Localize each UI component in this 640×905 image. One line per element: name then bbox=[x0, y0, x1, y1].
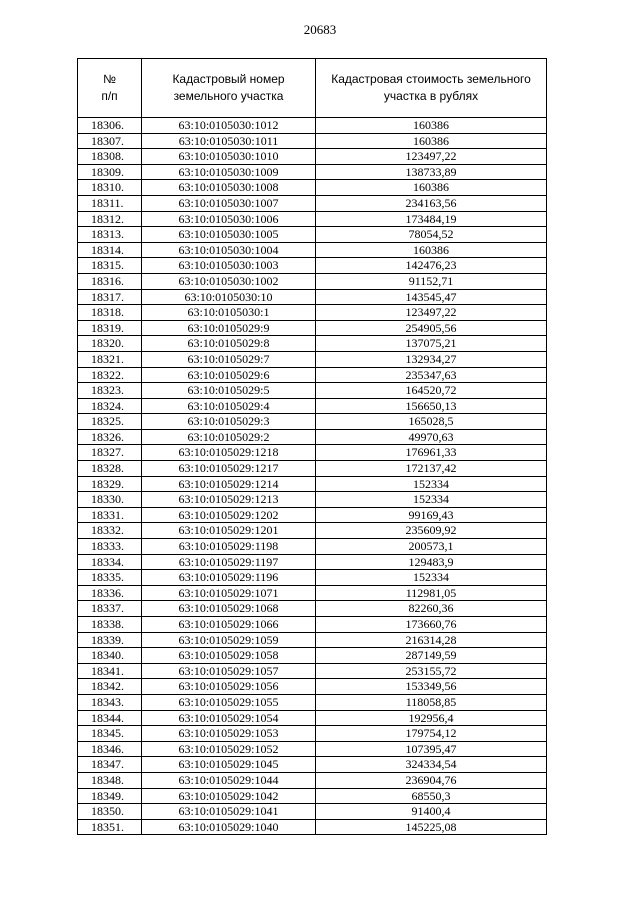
table-row bbox=[78, 648, 547, 664]
cadastral-value: 137075,21 bbox=[316, 336, 547, 352]
row-number: 18328. bbox=[78, 461, 142, 477]
table-row bbox=[78, 694, 547, 710]
row-number: 18339. bbox=[78, 632, 142, 648]
cadastral-number: 63:10:0105030:1011 bbox=[142, 133, 316, 149]
cadastral-number: 63:10:0105029:1054 bbox=[142, 710, 316, 726]
row-number: 18319. bbox=[78, 320, 142, 336]
header-number-label: № п/п bbox=[101, 72, 118, 103]
cadastral-value: 153349,56 bbox=[316, 679, 547, 695]
cadastral-number: 63:10:0105030:1009 bbox=[142, 164, 316, 180]
cadastral-value: 143545,47 bbox=[316, 289, 547, 305]
row-number: 18308. bbox=[78, 149, 142, 165]
cadastral-number: 63:10:0105029:1052 bbox=[142, 741, 316, 757]
cadastral-number: 63:10:0105029:5 bbox=[142, 383, 316, 399]
cadastral-value: 235609,92 bbox=[316, 523, 547, 539]
cadastral-number: 63:10:0105029:6 bbox=[142, 367, 316, 383]
table-row bbox=[78, 351, 547, 367]
row-number: 18343. bbox=[78, 694, 142, 710]
cadastral-number: 63:10:0105029:1042 bbox=[142, 788, 316, 804]
cadastral-value: 176961,33 bbox=[316, 445, 547, 461]
cadastral-number: 63:10:0105029:1196 bbox=[142, 570, 316, 586]
cadastral-value: 123497,22 bbox=[316, 149, 547, 165]
table-row bbox=[78, 539, 547, 555]
table-header-row bbox=[78, 59, 547, 118]
header-cadastral-value-label: Кадастровая стоимость земельного участка в рублях bbox=[331, 72, 531, 103]
cadastral-value: 172137,42 bbox=[316, 461, 547, 477]
cadastral-number: 63:10:0105029:1041 bbox=[142, 804, 316, 820]
cadastral-value: 142476,23 bbox=[316, 258, 547, 274]
table-row bbox=[78, 133, 547, 149]
cadastral-value: 192956,4 bbox=[316, 710, 547, 726]
row-number: 18317. bbox=[78, 289, 142, 305]
cadastral-number: 63:10:0105029:1066 bbox=[142, 617, 316, 633]
cadastral-number: 63:10:0105030:1002 bbox=[142, 273, 316, 289]
table-row bbox=[78, 398, 547, 414]
table-row bbox=[78, 211, 547, 227]
cadastral-number: 63:10:0105029:1059 bbox=[142, 632, 316, 648]
cadastral-number: 63:10:0105030:1005 bbox=[142, 227, 316, 243]
table-row bbox=[78, 663, 547, 679]
cadastral-value: 254905,56 bbox=[316, 320, 547, 336]
row-number: 18314. bbox=[78, 242, 142, 258]
cadastral-number: 63:10:0105029:1058 bbox=[142, 648, 316, 664]
table-row bbox=[78, 320, 547, 336]
cadastral-number: 63:10:0105030:1010 bbox=[142, 149, 316, 165]
table-row bbox=[78, 757, 547, 773]
cadastral-number: 63:10:0105029:1213 bbox=[142, 492, 316, 508]
table-row bbox=[78, 632, 547, 648]
cadastral-number: 63:10:0105029:1056 bbox=[142, 679, 316, 695]
table-row bbox=[78, 476, 547, 492]
header-number bbox=[78, 59, 142, 118]
row-number: 18326. bbox=[78, 429, 142, 445]
cadastral-number: 63:10:0105029:1068 bbox=[142, 601, 316, 617]
cadastral-number: 63:10:0105029:1217 bbox=[142, 461, 316, 477]
table-row bbox=[78, 570, 547, 586]
cadastral-value: 78054,52 bbox=[316, 227, 547, 243]
row-number: 18306. bbox=[78, 118, 142, 134]
cadastral-number: 63:10:0105029:1071 bbox=[142, 585, 316, 601]
header-cadastral-number-label: Кадастровый номер земельного участка bbox=[172, 72, 285, 103]
row-number: 18337. bbox=[78, 601, 142, 617]
cadastral-value: 91400,4 bbox=[316, 804, 547, 820]
row-number: 18334. bbox=[78, 554, 142, 570]
table-row bbox=[78, 741, 547, 757]
row-number: 18329. bbox=[78, 476, 142, 492]
cadastral-number: 63:10:0105029:1057 bbox=[142, 663, 316, 679]
cadastral-value: 49970,63 bbox=[316, 429, 547, 445]
row-number: 18310. bbox=[78, 180, 142, 196]
cadastral-value: 152334 bbox=[316, 570, 547, 586]
row-number: 18342. bbox=[78, 679, 142, 695]
row-number: 18324. bbox=[78, 398, 142, 414]
table-row bbox=[78, 585, 547, 601]
row-number: 18335. bbox=[78, 570, 142, 586]
row-number: 18351. bbox=[78, 819, 142, 835]
table-row bbox=[78, 601, 547, 617]
table-row bbox=[78, 429, 547, 445]
cadastral-value: 235347,63 bbox=[316, 367, 547, 383]
page-number: 20683 bbox=[303, 22, 337, 37]
cadastral-number: 63:10:0105030:1 bbox=[142, 305, 316, 321]
row-number: 18323. bbox=[78, 383, 142, 399]
cadastral-number: 63:10:0105029:1218 bbox=[142, 445, 316, 461]
cadastral-value: 160386 bbox=[316, 242, 547, 258]
cadastral-value: 118058,85 bbox=[316, 694, 547, 710]
row-number: 18327. bbox=[78, 445, 142, 461]
cadastral-value: 68550,3 bbox=[316, 788, 547, 804]
cadastral-value: 152334 bbox=[316, 476, 547, 492]
row-number: 18313. bbox=[78, 227, 142, 243]
header-cadastral-value bbox=[316, 59, 547, 118]
cadastral-value: 145225,08 bbox=[316, 819, 547, 835]
row-number: 18345. bbox=[78, 726, 142, 742]
table-row bbox=[78, 523, 547, 539]
cadastral-value: 99169,43 bbox=[316, 507, 547, 523]
table-row bbox=[78, 383, 547, 399]
table-row bbox=[78, 336, 547, 352]
row-number: 18346. bbox=[78, 741, 142, 757]
cadastral-value: 165028,5 bbox=[316, 414, 547, 430]
row-number: 18331. bbox=[78, 507, 142, 523]
row-number: 18311. bbox=[78, 195, 142, 211]
cadastral-value: 234163,56 bbox=[316, 195, 547, 211]
cadastral-number: 63:10:0105029:1055 bbox=[142, 694, 316, 710]
row-number: 18344. bbox=[78, 710, 142, 726]
cadastral-value: 216314,28 bbox=[316, 632, 547, 648]
cadastral-value: 123497,22 bbox=[316, 305, 547, 321]
table-row bbox=[78, 242, 547, 258]
row-number: 18312. bbox=[78, 211, 142, 227]
cadastral-number: 63:10:0105029:1201 bbox=[142, 523, 316, 539]
table-row bbox=[78, 772, 547, 788]
row-number: 18325. bbox=[78, 414, 142, 430]
table-row bbox=[78, 819, 547, 835]
table-row bbox=[78, 554, 547, 570]
cadastral-value: 160386 bbox=[316, 180, 547, 196]
cadastral-value: 112981,05 bbox=[316, 585, 547, 601]
row-number: 18322. bbox=[78, 367, 142, 383]
row-number: 18307. bbox=[78, 133, 142, 149]
row-number: 18336. bbox=[78, 585, 142, 601]
table-row bbox=[78, 492, 547, 508]
cadastral-number: 63:10:0105030:10 bbox=[142, 289, 316, 305]
row-number: 18348. bbox=[78, 772, 142, 788]
cadastral-number: 63:10:0105030:1003 bbox=[142, 258, 316, 274]
table-row bbox=[78, 149, 547, 165]
cadastral-number: 63:10:0105029:7 bbox=[142, 351, 316, 367]
row-number: 18341. bbox=[78, 663, 142, 679]
cadastral-number: 63:10:0105029:1040 bbox=[142, 819, 316, 835]
cadastral-number: 63:10:0105029:3 bbox=[142, 414, 316, 430]
row-number: 18316. bbox=[78, 273, 142, 289]
table-row bbox=[78, 461, 547, 477]
cadastral-number: 63:10:0105029:1202 bbox=[142, 507, 316, 523]
table-row bbox=[78, 710, 547, 726]
row-number: 18340. bbox=[78, 648, 142, 664]
table-row bbox=[78, 726, 547, 742]
cadastral-number: 63:10:0105029:2 bbox=[142, 429, 316, 445]
row-number: 18320. bbox=[78, 336, 142, 352]
row-number: 18321. bbox=[78, 351, 142, 367]
table-row bbox=[78, 414, 547, 430]
cadastral-value: 82260,36 bbox=[316, 601, 547, 617]
table-row bbox=[78, 305, 547, 321]
cadastral-number: 63:10:0105029:1214 bbox=[142, 476, 316, 492]
table-row bbox=[78, 273, 547, 289]
cadastral-value: 160386 bbox=[316, 133, 547, 149]
row-number: 18350. bbox=[78, 804, 142, 820]
cadastral-value: 179754,12 bbox=[316, 726, 547, 742]
table-row bbox=[78, 507, 547, 523]
cadastral-number: 63:10:0105030:1012 bbox=[142, 118, 316, 134]
table-row bbox=[78, 164, 547, 180]
row-number: 18315. bbox=[78, 258, 142, 274]
cadastral-number: 63:10:0105029:1053 bbox=[142, 726, 316, 742]
table-row bbox=[78, 804, 547, 820]
table-row bbox=[78, 227, 547, 243]
cadastral-number: 63:10:0105029:9 bbox=[142, 320, 316, 336]
cadastral-number: 63:10:0105030:1008 bbox=[142, 180, 316, 196]
cadastral-value: 253155,72 bbox=[316, 663, 547, 679]
cadastral-number: 63:10:0105029:4 bbox=[142, 398, 316, 414]
cadastral-number: 63:10:0105029:1044 bbox=[142, 772, 316, 788]
row-number: 18309. bbox=[78, 164, 142, 180]
cadastral-number: 63:10:0105029:1198 bbox=[142, 539, 316, 555]
cadastral-value: 173660,76 bbox=[316, 617, 547, 633]
cadastral-table bbox=[77, 58, 547, 835]
row-number: 18332. bbox=[78, 523, 142, 539]
cadastral-value: 129483,9 bbox=[316, 554, 547, 570]
cadastral-value: 236904,76 bbox=[316, 772, 547, 788]
row-number: 18318. bbox=[78, 305, 142, 321]
cadastral-value: 287149,59 bbox=[316, 648, 547, 664]
table-row bbox=[78, 118, 547, 134]
cadastral-value: 324334,54 bbox=[316, 757, 547, 773]
cadastral-value: 132934,27 bbox=[316, 351, 547, 367]
cadastral-value: 156650,13 bbox=[316, 398, 547, 414]
table-body bbox=[78, 118, 547, 835]
cadastral-value: 200573,1 bbox=[316, 539, 547, 555]
cadastral-number: 63:10:0105029:8 bbox=[142, 336, 316, 352]
table-row bbox=[78, 289, 547, 305]
cadastral-number: 63:10:0105030:1006 bbox=[142, 211, 316, 227]
row-number: 18349. bbox=[78, 788, 142, 804]
table-row bbox=[78, 445, 547, 461]
cadastral-value: 152334 bbox=[316, 492, 547, 508]
cadastral-value: 91152,71 bbox=[316, 273, 547, 289]
row-number: 18330. bbox=[78, 492, 142, 508]
row-number: 18347. bbox=[78, 757, 142, 773]
table-row bbox=[78, 195, 547, 211]
cadastral-number: 63:10:0105030:1007 bbox=[142, 195, 316, 211]
row-number: 18338. bbox=[78, 617, 142, 633]
cadastral-value: 160386 bbox=[316, 118, 547, 134]
cadastral-value: 164520,72 bbox=[316, 383, 547, 399]
cadastral-value: 107395,47 bbox=[316, 741, 547, 757]
cadastral-value: 173484,19 bbox=[316, 211, 547, 227]
table-row bbox=[78, 180, 547, 196]
row-number: 18333. bbox=[78, 539, 142, 555]
table-row bbox=[78, 617, 547, 633]
cadastral-number: 63:10:0105029:1197 bbox=[142, 554, 316, 570]
table-row bbox=[78, 258, 547, 274]
header-cadastral-number bbox=[142, 59, 316, 118]
table-row bbox=[78, 367, 547, 383]
cadastral-value: 138733,89 bbox=[316, 164, 547, 180]
table-row bbox=[78, 679, 547, 695]
table-row bbox=[78, 788, 547, 804]
cadastral-number: 63:10:0105029:1045 bbox=[142, 757, 316, 773]
cadastral-number: 63:10:0105030:1004 bbox=[142, 242, 316, 258]
